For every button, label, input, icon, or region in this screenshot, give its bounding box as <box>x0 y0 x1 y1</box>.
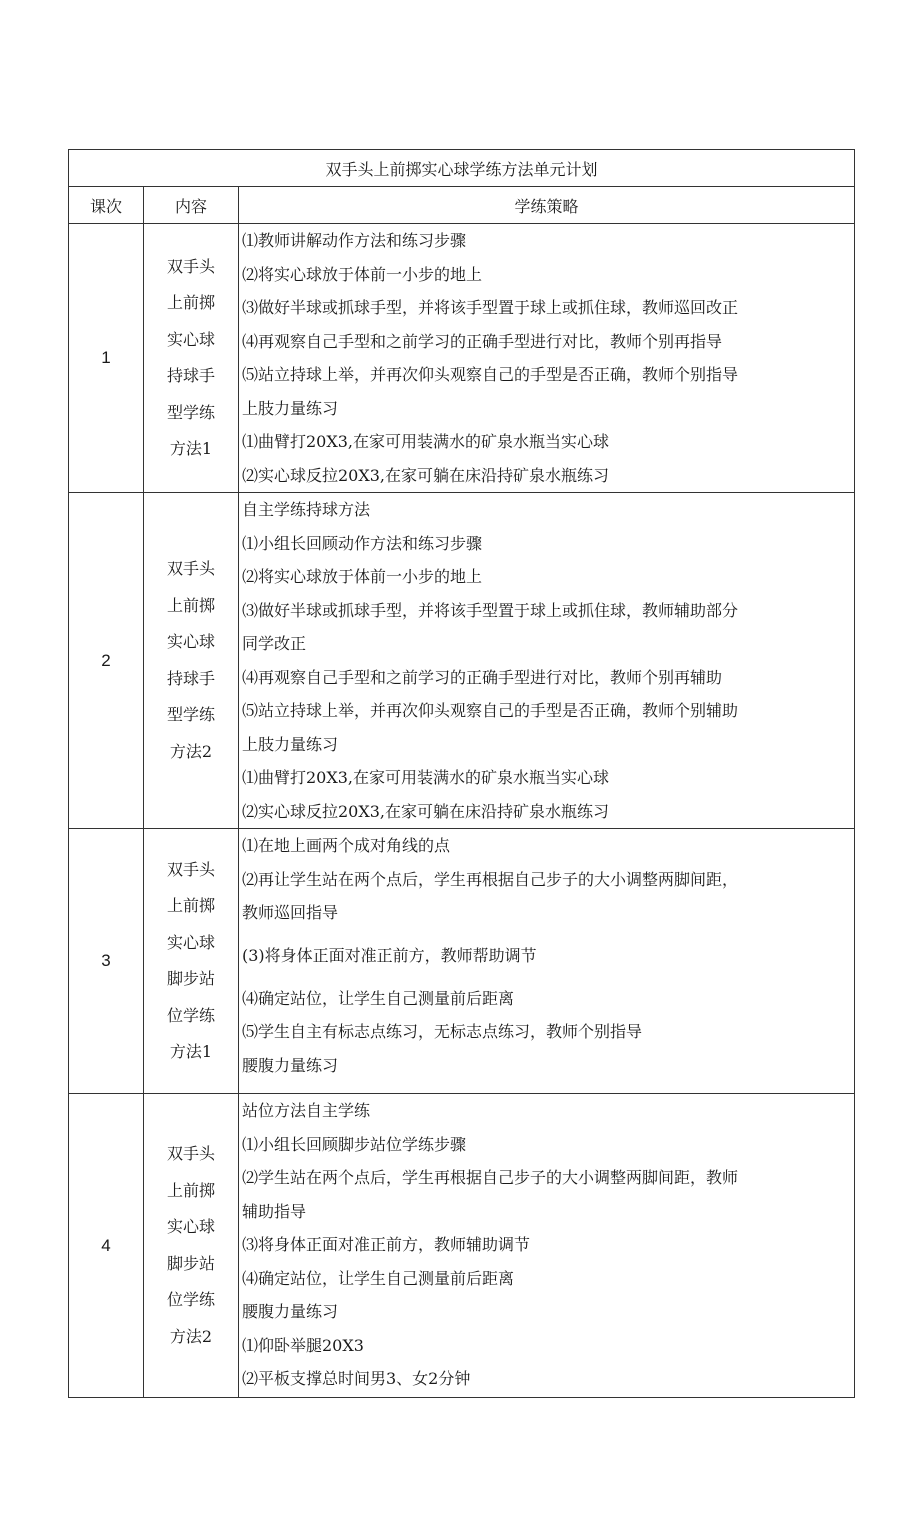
strategy-line: ⑴小组长回顾脚步站位学练步骤 <box>242 1134 467 1154</box>
strategy-line: ⑸站立持球上举，并再次仰头观察自己的手型是否正确，教师个别辅助 <box>242 701 739 720</box>
content-line: 持球手 <box>166 668 215 688</box>
strategy-line: ⑵学生站在两个点后，学生再根据自己步子的大小调整两脚间距，教师 <box>242 1168 739 1187</box>
lesson-number: 1 <box>69 224 144 493</box>
strategy-line: ⑸站立持球上举，并再次仰头观察自己的手型是否正确，教师个别指导 <box>242 365 739 384</box>
strategy-line: ⑵实心球反拉20X3,在家可躺在床沿持矿泉水瓶练习 <box>242 465 610 485</box>
content-line: 双手头 <box>166 559 215 578</box>
content-line: 实心球 <box>166 932 215 952</box>
content-line: 型学练 <box>166 402 215 422</box>
content-line: 双手头 <box>166 859 215 879</box>
header-strategy: 学练策略 <box>239 187 855 224</box>
strategy-line: 站位方法自主学练 <box>242 1101 371 1120</box>
lesson-content <box>144 493 239 829</box>
table-title-row <box>69 150 855 187</box>
content-line: 位学练 <box>166 1290 215 1309</box>
strategy-line: 教师巡回指导 <box>242 903 339 922</box>
strategy-line: ⑵实心球反拉20X3,在家可躺在床沿持矿泉水瓶练习 <box>242 801 610 821</box>
strategy-line: ⑶将身体正面对准正前方，教师辅助调节 <box>242 1235 531 1254</box>
strategy-line: ⑷再观察自己手型和之前学习的正确手型进行对比，教师个别再辅助 <box>242 667 723 687</box>
content-line: 实心球 <box>166 1217 215 1236</box>
content-line: 持球手 <box>166 366 215 385</box>
content-line: 实心球 <box>166 632 215 651</box>
table-row <box>69 829 855 1094</box>
strategy-line: ⑵将实心球放于体前一小步的地上 <box>242 264 483 284</box>
strategy-line: ⑴在地上画两个成对角线的点 <box>242 836 451 855</box>
strategy-line: ⑷确定站位，让学生自己测量前后距离 <box>242 988 515 1008</box>
content-line: 脚步站 <box>166 1253 215 1273</box>
content-line: 双手头 <box>166 256 215 276</box>
content-line: 方法1 <box>169 439 213 458</box>
strategy-line: ⑵将实心球放于体前一小步的地上 <box>242 567 483 586</box>
strategy-line: ⑶做好半球或抓球手型，并将该手型置于球上或抓住球，教师巡回改正 <box>242 298 739 317</box>
unit-plan-table <box>68 149 855 1398</box>
strategy-line: 辅助指导 <box>242 1201 307 1221</box>
content-line: 方法2 <box>169 1326 213 1346</box>
lesson-number: 4 <box>69 1094 144 1398</box>
strategy-line: ⑴曲臂打20X3,在家可用装满水的矿泉水瓶当实心球 <box>242 768 610 787</box>
table-row <box>69 224 855 493</box>
strategy-line: ⑴教师讲解动作方法和练习步骤 <box>242 231 467 250</box>
content-line: 上前掷 <box>166 1180 215 1200</box>
strategy-line: (3)将身体正面对准正前方，教师帮助调节 <box>242 945 537 965</box>
content-line: 方法2 <box>169 741 213 761</box>
header-content: 内容 <box>144 187 239 224</box>
lesson-content <box>144 224 239 493</box>
strategy-line: 自主学练持球方法 <box>242 500 371 519</box>
strategy-line: 上肢力量练习 <box>242 398 339 418</box>
strategy-line: ⑶做好半球或抓球手型，并将该手型置于球上或抓住球，教师辅助部分 <box>242 600 739 620</box>
header-lesson: 课次 <box>69 187 144 224</box>
strategy-line: ⑷再观察自己手型和之前学习的正确手型进行对比，教师个别再指导 <box>242 331 723 351</box>
content-line: 型学练 <box>166 705 215 724</box>
strategy-line: 腰腹力量练习 <box>242 1055 339 1075</box>
table-title: 双手头上前掷实心球学练方法单元计划 <box>69 150 855 187</box>
content-line: 上前掷 <box>166 595 215 615</box>
lesson-number: 3 <box>69 829 144 1094</box>
lesson-number: 2 <box>69 493 144 829</box>
table-row <box>69 493 855 829</box>
lesson-strategy <box>239 1094 855 1398</box>
lesson-content <box>144 1094 239 1398</box>
content-line: 位学练 <box>166 1005 215 1025</box>
content-line: 脚步站 <box>166 969 215 988</box>
table-row <box>69 1094 855 1398</box>
content-line: 双手头 <box>166 1144 215 1163</box>
strategy-line: ⑵平板支撑总时间男3、女2分钟 <box>242 1369 471 1388</box>
strategy-line: ⑵再让学生站在两个点后，学生再根据自己步子的大小调整两脚间距， <box>242 869 739 889</box>
content-line: 上前掷 <box>166 293 215 312</box>
strategy-line: ⑸学生自主有标志点练习，无标志点练习，教师个别指导 <box>242 1022 643 1041</box>
strategy-line: 腰腹力量练习 <box>242 1302 339 1321</box>
strategy-line: ⑴小组长回顾动作方法和练习步骤 <box>242 533 483 553</box>
content-line: 实心球 <box>166 329 215 349</box>
lesson-strategy <box>239 829 855 1094</box>
strategy-line: 上肢力量练习 <box>242 734 339 754</box>
lesson-content <box>144 829 239 1094</box>
content-line: 方法1 <box>169 1042 213 1061</box>
strategy-line: ⑴仰卧举腿20X3 <box>242 1335 364 1355</box>
lesson-strategy <box>239 493 855 829</box>
content-line: 上前掷 <box>166 896 215 915</box>
strategy-line: ⑷确定站位，让学生自己测量前后距离 <box>242 1268 515 1288</box>
strategy-line: 同学改正 <box>242 634 307 653</box>
lesson-strategy <box>239 224 855 493</box>
table-header-row <box>69 187 855 224</box>
strategy-line: ⑴曲臂打20X3,在家可用装满水的矿泉水瓶当实心球 <box>242 432 610 451</box>
